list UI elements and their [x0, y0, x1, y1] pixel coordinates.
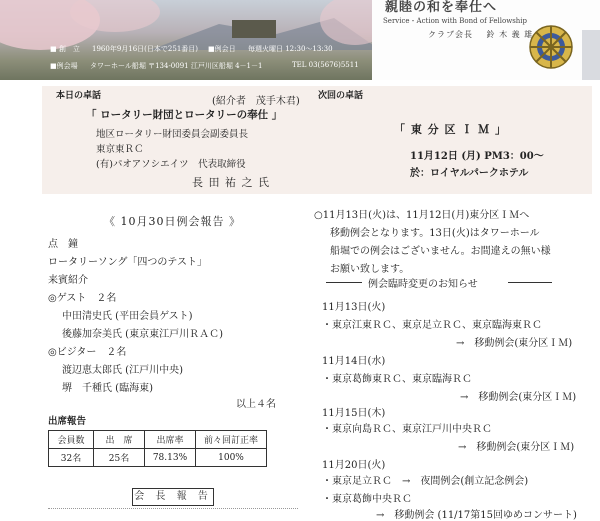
notice-line: 船堀での例会はございません。お間違えの無い様	[330, 246, 551, 257]
change-detail: → 移動例会(東分区ＩＭ)	[458, 442, 575, 453]
change-date: 11月13日(火)	[322, 302, 386, 313]
speaker-line: 地区ロータリー財団委員会副委員長	[96, 129, 249, 140]
venue-label: ■例会場	[50, 62, 78, 70]
change-detail: → 移動例会 (11/17第15回ゆめコンサート)	[376, 510, 577, 521]
report-line: ◎ビジター ２名	[48, 347, 127, 358]
page-cut-edge	[48, 508, 298, 513]
report-line: 堺 千種氏 (臨海東)	[62, 383, 153, 394]
meeting-value: 毎週火曜日 12:30～13:30	[248, 45, 333, 53]
table-row	[49, 431, 267, 449]
building-graphic	[232, 20, 276, 38]
report-line: 来賓紹介	[48, 275, 88, 286]
change-detail: → 移動例会(東分区ＩＭ)	[460, 392, 577, 403]
divider	[326, 282, 362, 283]
venue-value: タワーホール船堀 〒134-0091 江戸川区船堀 4－1－1	[90, 62, 263, 70]
report-line: 中田清史氏 (平田会員ゲスト)	[62, 311, 193, 322]
table-header: 出席率	[145, 431, 196, 449]
notice-line: 移動例会となります。13日(火)はタワーホール	[330, 228, 540, 239]
change-clubs: ・東京葛飾東ＲＣ、東京臨海ＲＣ	[322, 374, 472, 385]
speaker-line: (有)パオアソシエイツ 代表取締役	[96, 159, 246, 170]
club-motto-english: Service・Action with Bond of Fellowship	[383, 17, 528, 25]
meeting-label: ■例会日	[208, 45, 236, 53]
table-header: 前々回訂正率	[196, 431, 267, 449]
report-title: 《 10月30日例会報告 》	[104, 215, 241, 228]
divider	[508, 282, 552, 283]
table-cell: 32名	[49, 449, 94, 467]
speaker-panel	[42, 86, 592, 194]
today-speech-title: 「 ロータリー財団とロータリーの奉仕 」	[86, 109, 283, 121]
phone-value: TEL 03(5676)5511	[292, 61, 359, 69]
president-name: 鈴 木 義 雄	[486, 30, 534, 39]
next-speech-tag: 次回の卓話	[318, 91, 364, 101]
notice-line: ○11月13日(火)は、11月12日(月)東分区ＩＭへ	[314, 210, 530, 221]
table-header: 出 席	[94, 431, 145, 449]
header-edge	[582, 30, 600, 80]
table-cell: 100%	[196, 449, 267, 467]
notice-line: お願い致します。	[330, 264, 410, 275]
change-date: 11月15日(木)	[322, 408, 386, 419]
table-cell: 78.13%	[145, 449, 196, 467]
introducer: (紹介者 茂手木君)	[212, 96, 300, 107]
table-cell: 25名	[94, 449, 145, 467]
change-clubs: ・東京足立ＲＣ → 夜間例会(創立記念例会)	[322, 476, 529, 487]
change-clubs: ・東京葛飾中央ＲＣ	[322, 494, 412, 505]
change-clubs: ・東京向島ＲＣ、東京江戸川中央ＲＣ	[322, 424, 492, 435]
report-total: 以上４名	[236, 399, 276, 410]
president-report-heading: 会 長 報 告	[132, 488, 214, 506]
report-line: ロータリーソング「四つのテスト」	[48, 257, 207, 268]
change-date: 11月14日(水)	[322, 356, 386, 367]
attendance-heading: 出席報告	[48, 416, 87, 427]
report-line: 後藤加奈美氏 (東京東江戸川ＲＡＣ)	[62, 329, 223, 340]
report-line: 渡辺恵太郎氏 (江戸川中央)	[62, 365, 183, 376]
report-line: ◎ゲスト ２名	[48, 293, 117, 304]
table-row	[49, 449, 267, 467]
attendance-table	[48, 430, 267, 467]
founded-label: ■ 創 立	[50, 45, 80, 53]
president-label: クラブ会長	[428, 30, 473, 39]
founded-value: 1960年9月16日(日本で251番目)	[92, 45, 198, 53]
report-line: 点 鐘	[48, 239, 78, 250]
today-speech-tag: 本日の卓話	[56, 91, 102, 101]
table-header: 会員数	[49, 431, 94, 449]
next-speech-date: 11月12日 (月) PM3：00～	[410, 151, 544, 162]
rotary-wheel-icon	[528, 24, 574, 70]
club-motto: 親睦の和を奉仕へ	[385, 0, 498, 15]
change-clubs: ・東京江東ＲＣ、東京足立ＲＣ、東京臨海東ＲＣ	[322, 320, 542, 331]
next-speech-title: 「 東 分 区 Ｉ Ｍ 」	[394, 123, 507, 136]
club-info	[0, 40, 372, 72]
club-president	[428, 29, 533, 40]
speaker-name: 長 田 祐 之 氏	[192, 176, 270, 189]
change-detail: → 移動例会(東分区ＩＭ)	[456, 338, 573, 349]
changes-heading: 例会臨時変更のお知らせ	[368, 279, 478, 290]
newsletter-header	[0, 0, 600, 80]
speaker-line: 東京東ＲＣ	[96, 144, 144, 155]
change-date: 11月20日(火)	[322, 460, 386, 471]
next-speech-venue: 於：ロイヤルパークホテル	[410, 168, 529, 179]
